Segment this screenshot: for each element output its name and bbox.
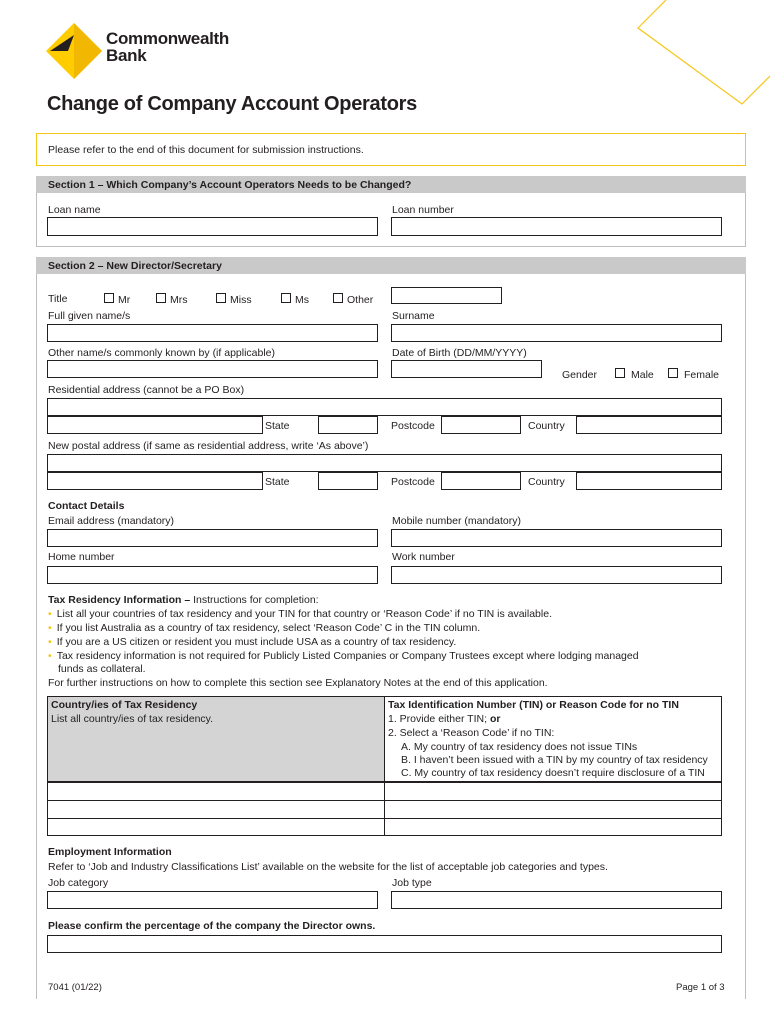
tin-reason-a: A. My country of tax residency does not issue TINs [401,741,638,753]
tin-col2-line2: 2. Select a ‘Reason Code’ if no TIN: [388,727,555,739]
tax-bullet-2: • If you list Australia as a country of tax residency, select ‘Reason Code’ C in the TIN column. [48,622,481,634]
work-number-label: Work number [392,551,455,563]
postal-address-input[interactable] [47,454,722,472]
tax-bullet-1: • List all your countries of tax residency and your TIN for that country or ‘Reason Code’ if no TIN is available. [48,608,552,620]
residential-street-input[interactable] [47,416,263,434]
gender-male-checkbox[interactable] [615,368,625,378]
residential-state-input[interactable] [318,416,378,434]
surname-label: Surname [392,310,435,322]
residential-country-input[interactable] [576,416,722,434]
surname-input[interactable] [391,324,722,342]
contact-details-heading: Contact Details [48,500,125,512]
tax-heading-rest: Instructions for completion: [190,594,319,606]
diamond-logo-icon [46,23,102,79]
bank-name-line1: Commonwealth [106,29,229,48]
postal-postcode-input[interactable] [441,472,521,490]
gender-label: Gender [562,369,598,381]
title-miss-label: Miss [230,294,252,306]
gender-female-label: Female [684,369,720,381]
mobile-label: Mobile number (mandatory) [392,515,521,527]
ownership-percentage-input[interactable] [47,935,722,953]
work-number-input[interactable] [391,566,722,584]
section1-title: Section 1 – Which Company’s Account Operators Needs to be Changed? [48,179,412,191]
title-label: Title [48,293,68,305]
employment-refer-text: Refer to ‘Job and Industry Classifications List’ available on the website for the list of acceptable job categories and types. [48,861,608,873]
tin-row3-country[interactable] [47,818,385,836]
page-title: Change of Company Account Operators [47,93,417,115]
title-ms-checkbox[interactable] [281,293,291,303]
tax-bullet-3: • If you are a US citizen or resident you must include USA as a country of tax residency. [48,636,457,648]
job-type-label: Job type [392,877,432,889]
postal-country-input[interactable] [576,472,722,490]
other-names-label: Other name/s commonly known by (if applicable) [48,347,276,359]
title-mrs-checkbox[interactable] [156,293,166,303]
loan-number-input[interactable] [391,217,722,236]
tax-heading [48,594,319,606]
title-miss-checkbox[interactable] [216,293,226,303]
postal-state-input[interactable] [318,472,378,490]
home-number-input[interactable] [47,566,378,584]
residential-country-label: Country [528,420,565,432]
bank-logo [46,23,246,79]
other-names-input[interactable] [47,360,378,378]
postal-country-label: Country [528,476,565,488]
tin-col1-subheading: List all country/ies of tax residency. [51,713,214,725]
residential-postcode-input[interactable] [441,416,521,434]
section2-title: Section 2 – New Director/Secretary [48,260,222,272]
tax-bullet-4: • Tax residency information is not required for Publicly Listed Companies or Company Trustees except where lodging managed [48,650,639,662]
gender-male-label: Male [631,369,654,381]
tin-col2-heading: Tax Identification Number (TIN) or Reason Code for no TIN [388,699,679,711]
title-other-checkbox[interactable] [333,293,343,303]
tax-further-instructions: For further instructions on how to complete this section see Explanatory Notes at the end of this application. [48,677,548,689]
tin-col2-line1: 1. Provide either TIN; or [388,713,501,725]
notice-text: Please refer to the end of this document for submission instructions. [48,144,364,156]
notice-box [36,133,746,166]
tin-row1-country[interactable] [47,782,385,801]
residential-address-input[interactable] [47,398,722,416]
tin-reason-c: C. My country of tax residency doesn’t require disclosure of a TIN [401,767,705,779]
title-other-label: Other [347,294,374,306]
page-number: Page 1 of 3 [676,982,725,993]
tin-row2-tin[interactable] [384,800,722,819]
job-type-input[interactable] [391,891,722,909]
dob-label: Date of Birth (DD/MM/YYYY) [392,347,527,359]
email-input[interactable] [47,529,378,547]
corner-decoration [630,0,770,110]
tin-row3-tin[interactable] [384,818,722,836]
form-code: 7041 (01/22) [48,982,102,993]
residential-address-label: Residential address (cannot be a PO Box) [48,384,245,396]
title-ms-label: Ms [295,294,309,306]
ownership-percentage-label: Please confirm the percentage of the company the Director owns. [48,920,376,932]
gender-female-checkbox[interactable] [668,368,678,378]
residential-state-label: State [265,420,290,432]
postal-address-label: New postal address (if same as residential address, write ‘As above’) [48,440,369,452]
tin-row1-tin[interactable] [384,782,722,801]
job-category-label: Job category [48,877,109,889]
tax-bullet-4-continuation: funds as collateral. [58,663,146,675]
postal-state-label: State [265,476,290,488]
title-mr-label: Mr [118,294,131,306]
full-given-names-input[interactable] [47,324,378,342]
postal-street-input[interactable] [47,472,263,490]
tin-col1-heading: Country/ies of Tax Residency [51,699,198,711]
mobile-input[interactable] [391,529,722,547]
title-other-input[interactable] [391,287,502,304]
loan-number-label: Loan number [392,204,454,216]
tin-reason-b: B. I haven’t been issued with a TIN by my country of tax residency [401,754,708,766]
employment-heading: Employment Information [48,846,172,858]
title-mr-checkbox[interactable] [104,293,114,303]
tin-row2-country[interactable] [47,800,385,819]
full-given-names-label: Full given name/s [48,310,131,322]
postal-postcode-label: Postcode [391,476,435,488]
loan-name-label: Loan name [48,204,101,216]
section2-header [36,257,746,274]
home-number-label: Home number [48,551,115,563]
section1-header [36,176,746,193]
title-mrs-label: Mrs [170,294,188,306]
residential-postcode-label: Postcode [391,420,435,432]
loan-name-input[interactable] [47,217,378,236]
job-category-input[interactable] [47,891,378,909]
email-label: Email address (mandatory) [48,515,175,527]
bank-name-line2: Bank [106,46,147,65]
dob-input[interactable] [391,360,542,378]
tax-heading-bold: Tax Residency Information – [48,594,191,606]
